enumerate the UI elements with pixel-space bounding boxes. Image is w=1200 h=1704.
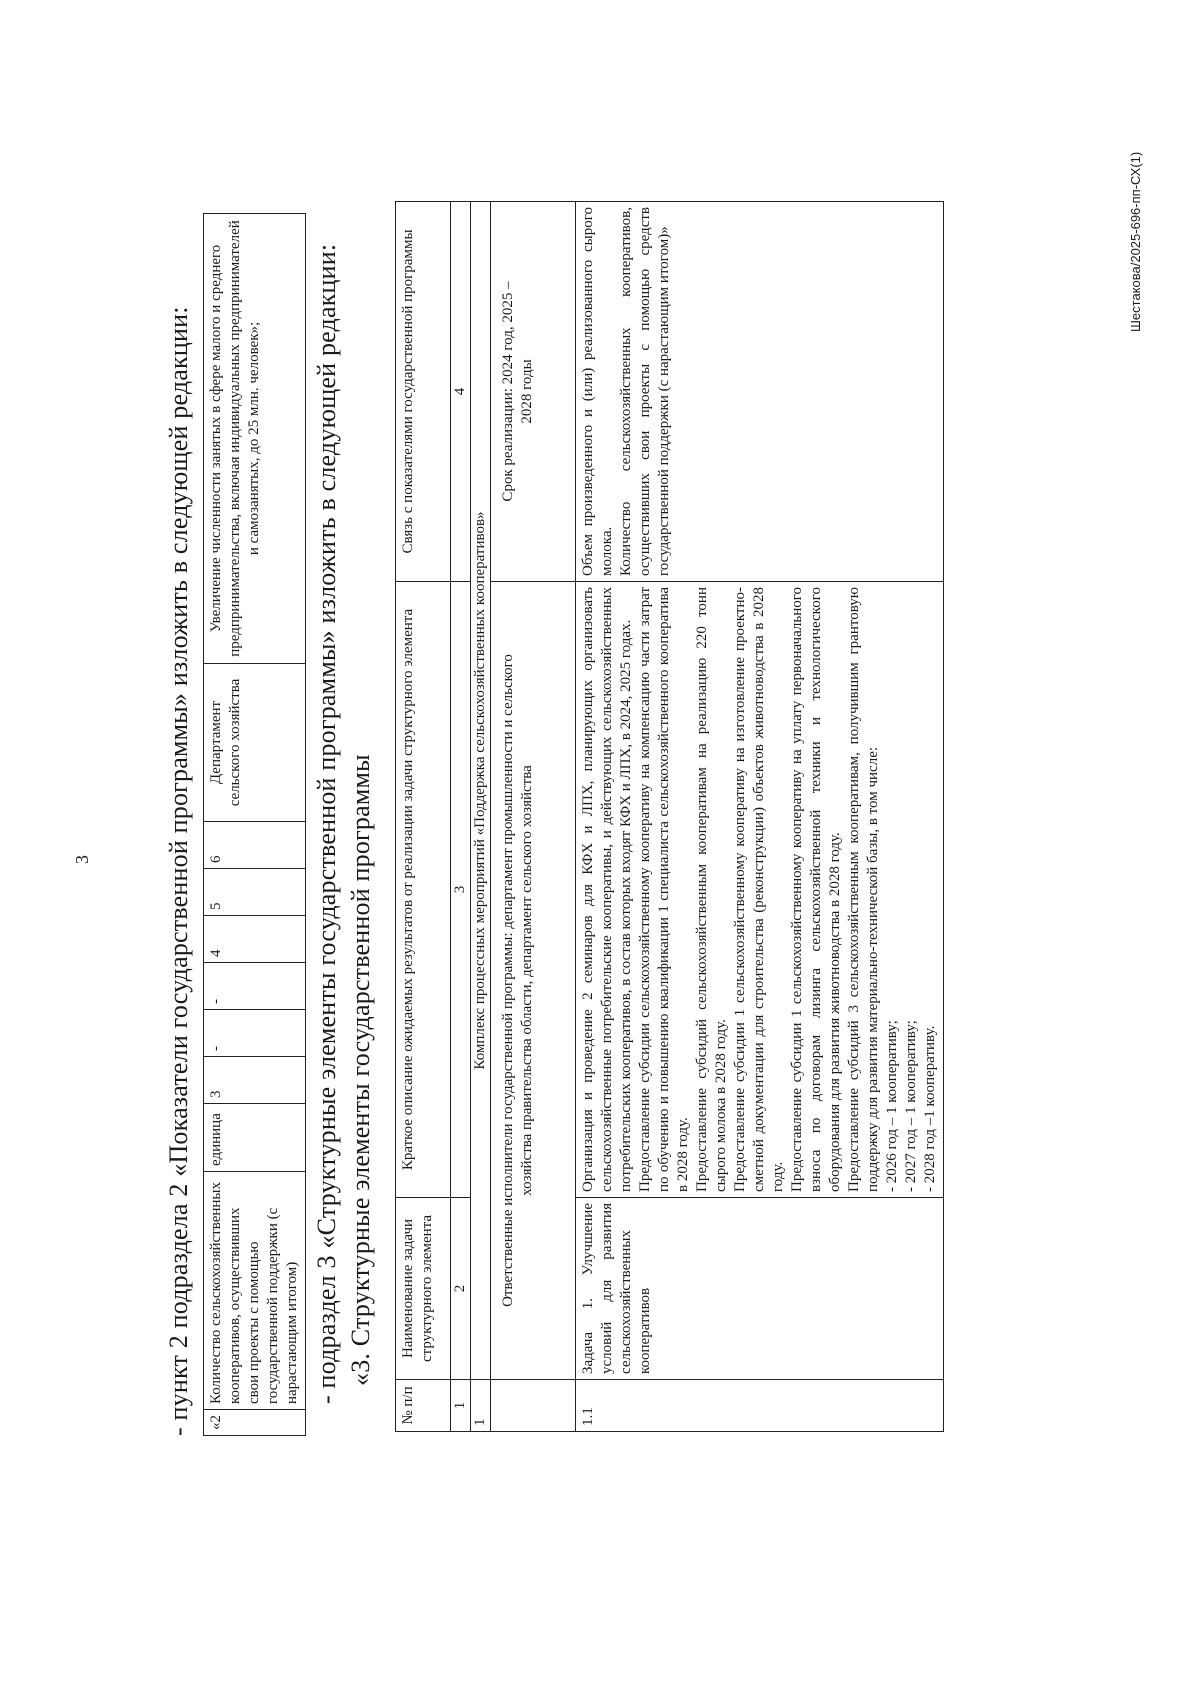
description-paragraph: Предоставление субсидии 1 сельскохозяйственному кооперативу на изготовление проектно-сметной документации для строительства (реконструкции) объектов животноводства в 2028 году. [732, 587, 786, 1192]
list-item: - 2027 год – 1 кооперативу; [903, 1020, 919, 1192]
indicators-table [203, 213, 306, 1436]
section2-subheading: «3. Структурные элементы государственной программы [346, 754, 375, 1386]
column-number-row [451, 202, 471, 1432]
footer-code: Шестакова/2025-696-пп-СХ(1) [1128, 151, 1143, 332]
indicator-value-5: 5 [204, 869, 306, 916]
responsible-row [491, 202, 576, 1432]
task-link [576, 202, 944, 582]
complex-num: 1 [471, 1380, 491, 1432]
responsible-empty-cell [491, 1380, 576, 1432]
header-num: № п/п [396, 1380, 451, 1432]
list-item: - 2028 год –1 кооперативу. [922, 1025, 938, 1192]
task-name: Задача 1. Улучшение условий для развития сельскохозяйственных кооперативов [576, 1198, 944, 1380]
link-paragraph: Объем произведенного и (или) реализованного сырого молока. [580, 207, 615, 576]
col-number-1: 1 [451, 1380, 471, 1432]
description-paragraph: Предоставление субсидий 3 сельскохозяйственным кооперативам, получившим грантовую поддержку для развития материально-технической базы, в том числе: [846, 587, 881, 1192]
indicator-value-2: - [204, 1010, 306, 1057]
task-row [576, 202, 944, 1432]
col-number-4: 4 [451, 202, 471, 582]
table-header-row [396, 202, 451, 1432]
description-list [883, 587, 940, 1192]
description-paragraph: Организация и проведение 2 семинаров для КФХ и ЛПХ, планирующих организовать сельскохозяйственные потребительские кооперативы, и действующих сельскохозяйственных потребительских кооперативов, в состав которых входят КФХ и ЛПХ, в 2024, 2025 годах. [580, 587, 634, 1192]
header-description: Краткое описание ожидаемых результатов от реализации задачи структурного элемента [396, 582, 451, 1198]
indicator-unit: единица [204, 1104, 306, 1172]
term-text: Срок реализации: 2024 год, 2025 – 2028 годы [491, 202, 576, 582]
indicator-num: «2 [204, 1410, 306, 1436]
task-num: 1.1 [576, 1380, 944, 1432]
responsible-text: Ответственные исполнители государственной программы: департамент промышленности и сельского хозяйства правительства области, департамент сельского хозяйства [491, 582, 576, 1380]
complex-title: Комплекс процессных мероприятий «Поддержка сельскохозяйственных кооперативов» [471, 202, 491, 1380]
indicator-value-1: 3 [204, 1057, 306, 1104]
col-number-3: 3 [451, 582, 471, 1198]
section2-heading: - подраздел 3 «Структурные элементы государственной программы» изложить в следующей редакции: [312, 243, 341, 1404]
indicator-value-4: 4 [204, 916, 306, 963]
indicator-responsible: Департамент сельского хозяйства [204, 664, 306, 822]
indicator-value-3: - [204, 963, 306, 1010]
indicator-link: Увеличение численности занятых в сфере малого и среднего предпринимательства, включая индивидуальных предпринимателей и самозанятых, до 25 млн. человек»; [204, 214, 306, 664]
description-paragraph: Предоставление субсидий сельскохозяйственным кооперативам на реализацию 220 тонн сырого молока в 2028 году. [694, 587, 729, 1192]
indicator-name: Количество сельскохозяйственных кооперативов, осуществивших свои проекты с помощью государственной поддержки (с нарастающим итогом) [204, 1172, 306, 1410]
col-number-2: 2 [451, 1198, 471, 1380]
page-number: 3 [72, 855, 92, 864]
indicator-value-6: 6 [204, 822, 306, 869]
header-task-name: Наименование задачи структурного элемента [396, 1198, 451, 1380]
complex-row [471, 202, 491, 1432]
structural-elements-table [395, 201, 944, 1432]
header-link: Связь с показателями государственной программы [396, 202, 451, 582]
link-paragraph: Количество сельскохозяйственных кооперативов, осуществивших свои проекты с помощью средств государственной поддержки (с нарастающим итогом)» [618, 207, 672, 576]
indicator-row [204, 214, 306, 1436]
section1-heading: - пункт 2 подраздела 2 «Показатели государственной программы» изложить в следующей редакции: [164, 306, 193, 1436]
list-item: - 2026 год – 1 кооперативу; [884, 1020, 900, 1192]
description-paragraph: Предоставление субсидии 1 сельскохозяйственному кооперативу на уплату первоначального взноса по договорам лизинга сельскохозяйственной техники и технологического оборудования для развития животноводства в 2028 году. [789, 587, 843, 1192]
description-paragraph: Предоставление субсидии сельскохозяйственному кооперативу на компенсацию части затрат по обучению и повышению квалификации 1 специалиста сельскохозяйственного кооператива в 2028 году. [637, 587, 691, 1192]
task-description [576, 582, 944, 1198]
